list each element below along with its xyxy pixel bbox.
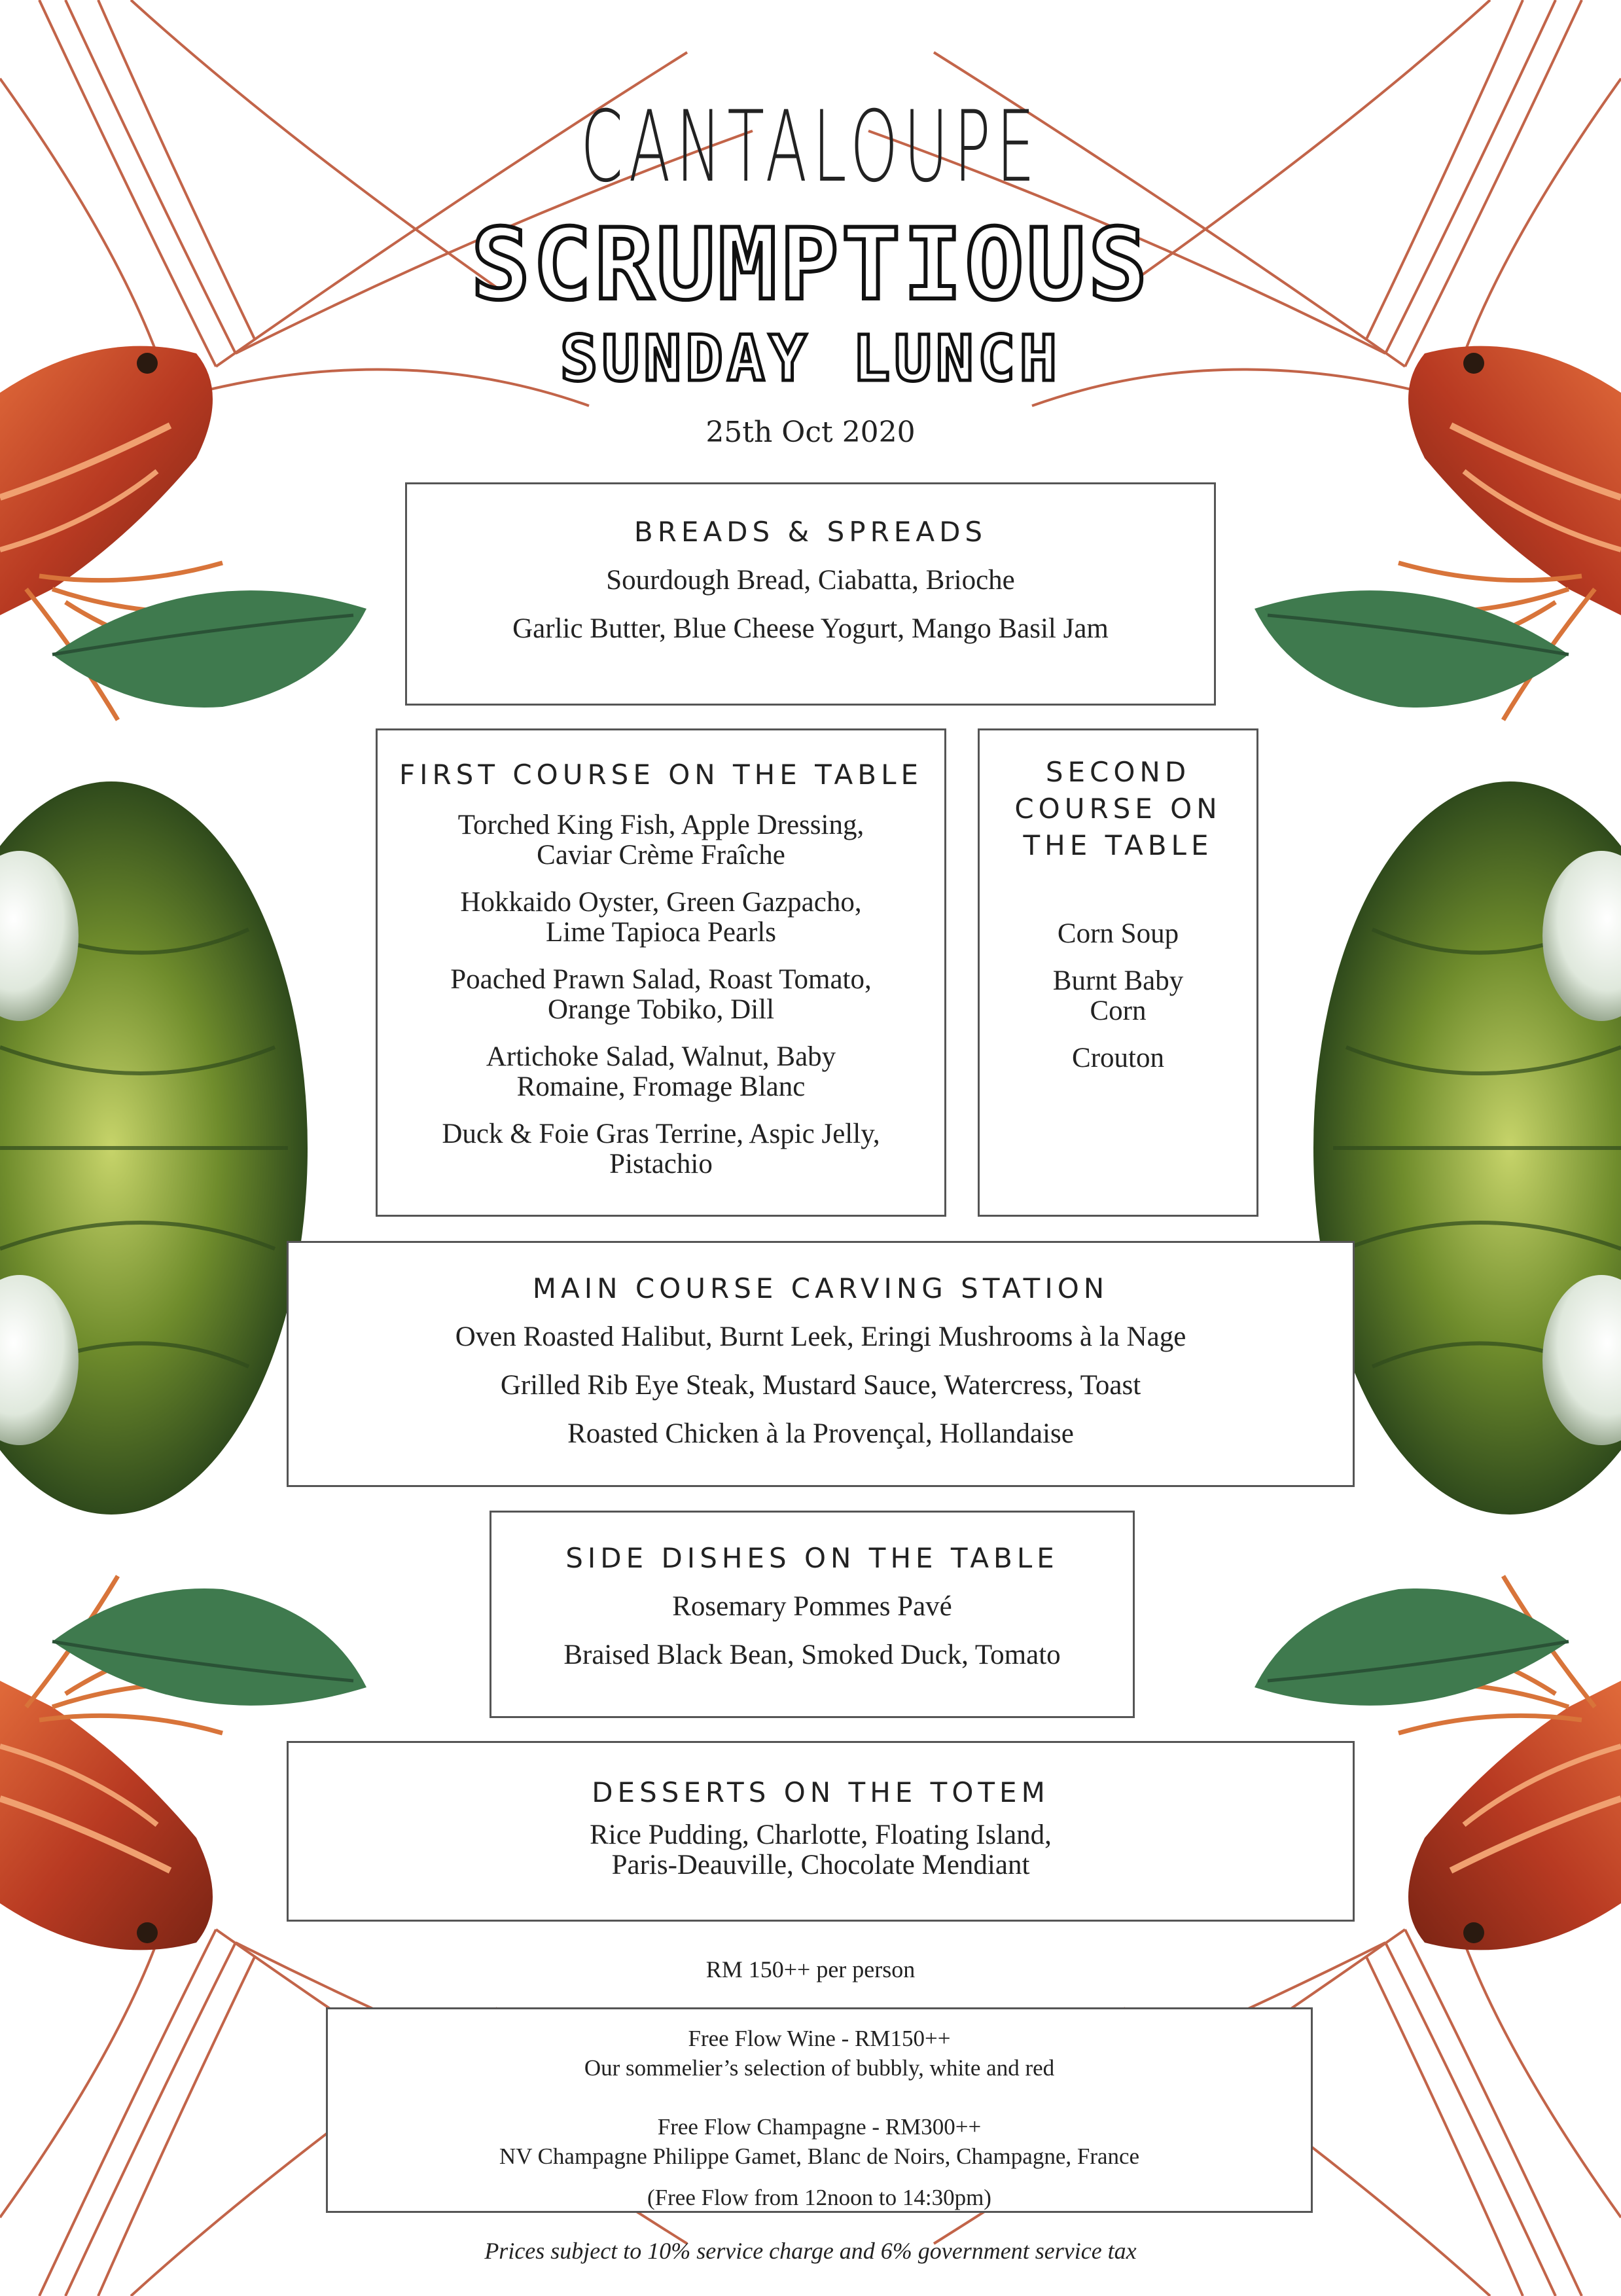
menu-item-line: Pistachio xyxy=(609,1149,713,1179)
page-title: SCRUMPTIOUS xyxy=(471,208,1150,322)
second-course-section xyxy=(978,728,1258,1217)
menu-item xyxy=(378,1119,944,1179)
menu-item-line: Crouton xyxy=(1072,1043,1164,1073)
section-heading: FIRST COURSE ON THE TABLE xyxy=(399,759,923,791)
menu-item-line: Hokkaido Oyster, Green Gazpacho, xyxy=(460,887,862,918)
menu-item-line: Rice Pudding, Charlotte, Floating Island, xyxy=(590,1820,1052,1850)
menu-item-line: Torched King Fish, Apple Dressing, xyxy=(457,810,864,840)
menu-item-line: Paris-Deauville, Chocolate Mendiant xyxy=(611,1850,1030,1880)
menu-item-line: Caviar Crème Fraîche xyxy=(537,840,785,870)
menu-item: Rosemary Pommes Pavé xyxy=(672,1591,952,1622)
menu-item-line: Romaine, Fromage Blanc xyxy=(516,1071,806,1102)
side-dishes-section xyxy=(490,1511,1135,1718)
breads-section xyxy=(405,482,1216,706)
menu-item: Garlic Butter, Blue Cheese Yogurt, Mango Basil Jam xyxy=(512,613,1109,644)
menu-item xyxy=(378,1042,944,1102)
menu-item xyxy=(980,1043,1256,1073)
menu-item: Grilled Rib Eye Steak, Mustard Sauce, Watercress, Toast xyxy=(500,1370,1141,1401)
menu-item: Roasted Chicken à la Provençal, Hollandaise xyxy=(567,1418,1074,1449)
brand-logo: CANTALOUPE xyxy=(580,90,1041,204)
menu-item-line: Artichoke Salad, Walnut, Baby xyxy=(486,1041,836,1072)
section-heading: MAIN COURSE CARVING STATION xyxy=(532,1272,1109,1304)
menu-item xyxy=(378,965,944,1025)
menu-item-line: Corn xyxy=(1090,996,1147,1026)
free-flow-hours: (Free Flow from 12noon to 14:30pm) xyxy=(647,2185,991,2210)
menu-item xyxy=(378,888,944,948)
wine-title: Free Flow Wine - RM150++ xyxy=(688,2026,951,2051)
menu-item-line: Corn Soup xyxy=(1057,918,1179,949)
section-heading-line: COURSE ON xyxy=(1014,793,1222,825)
menu-item-line: Duck & Foie Gras Terrine, Aspic Jelly, xyxy=(442,1119,880,1149)
menu-item-line: Lime Tapioca Pearls xyxy=(545,917,777,948)
wine-description: Our sommelier’s selection of bubbly, white and red xyxy=(584,2055,1055,2081)
menu-item-line: Orange Tobiko, Dill xyxy=(547,994,775,1025)
menu-item: Braised Black Bean, Smoked Duck, Tomato xyxy=(563,1640,1061,1670)
champagne-description: NV Champagne Philippe Gamet, Blanc de Noirs, Champagne, France xyxy=(499,2144,1140,2169)
page-subtitle: SUNDAY LUNCH xyxy=(560,322,1061,395)
section-heading-line: THE TABLE xyxy=(1023,829,1213,861)
menu-item xyxy=(980,919,1256,949)
menu-date: 25th Oct 2020 xyxy=(705,416,916,449)
price-per-person: RM 150++ per person xyxy=(705,1956,916,1982)
section-heading-line: SECOND xyxy=(1045,756,1191,788)
section-heading: DESSERTS ON THE TOTEM xyxy=(592,1776,1050,1808)
menu-item xyxy=(378,810,944,870)
menu-item xyxy=(980,966,1256,1026)
menu-item-line: Poached Prawn Salad, Roast Tomato, xyxy=(450,964,872,995)
menu-item-line: Burnt Baby xyxy=(1052,965,1184,996)
menu-item: Sourdough Bread, Ciabatta, Brioche xyxy=(606,565,1015,596)
section-heading: BREADS & SPREADS xyxy=(633,516,988,548)
desserts-section xyxy=(287,1741,1355,1922)
menu-item xyxy=(289,1820,1353,1880)
free-flow-section xyxy=(326,2007,1313,2213)
first-course-section xyxy=(376,728,946,1217)
main-course-section xyxy=(287,1241,1355,1487)
section-heading: SIDE DISHES ON THE TABLE xyxy=(565,1542,1059,1574)
tax-note: Prices subject to 10% service charge and 6% government service tax xyxy=(484,2238,1137,2264)
champagne-title: Free Flow Champagne - RM300++ xyxy=(657,2114,982,2140)
menu-item: Oven Roasted Halibut, Burnt Leek, Eringi Mushrooms à la Nage xyxy=(455,1321,1186,1352)
